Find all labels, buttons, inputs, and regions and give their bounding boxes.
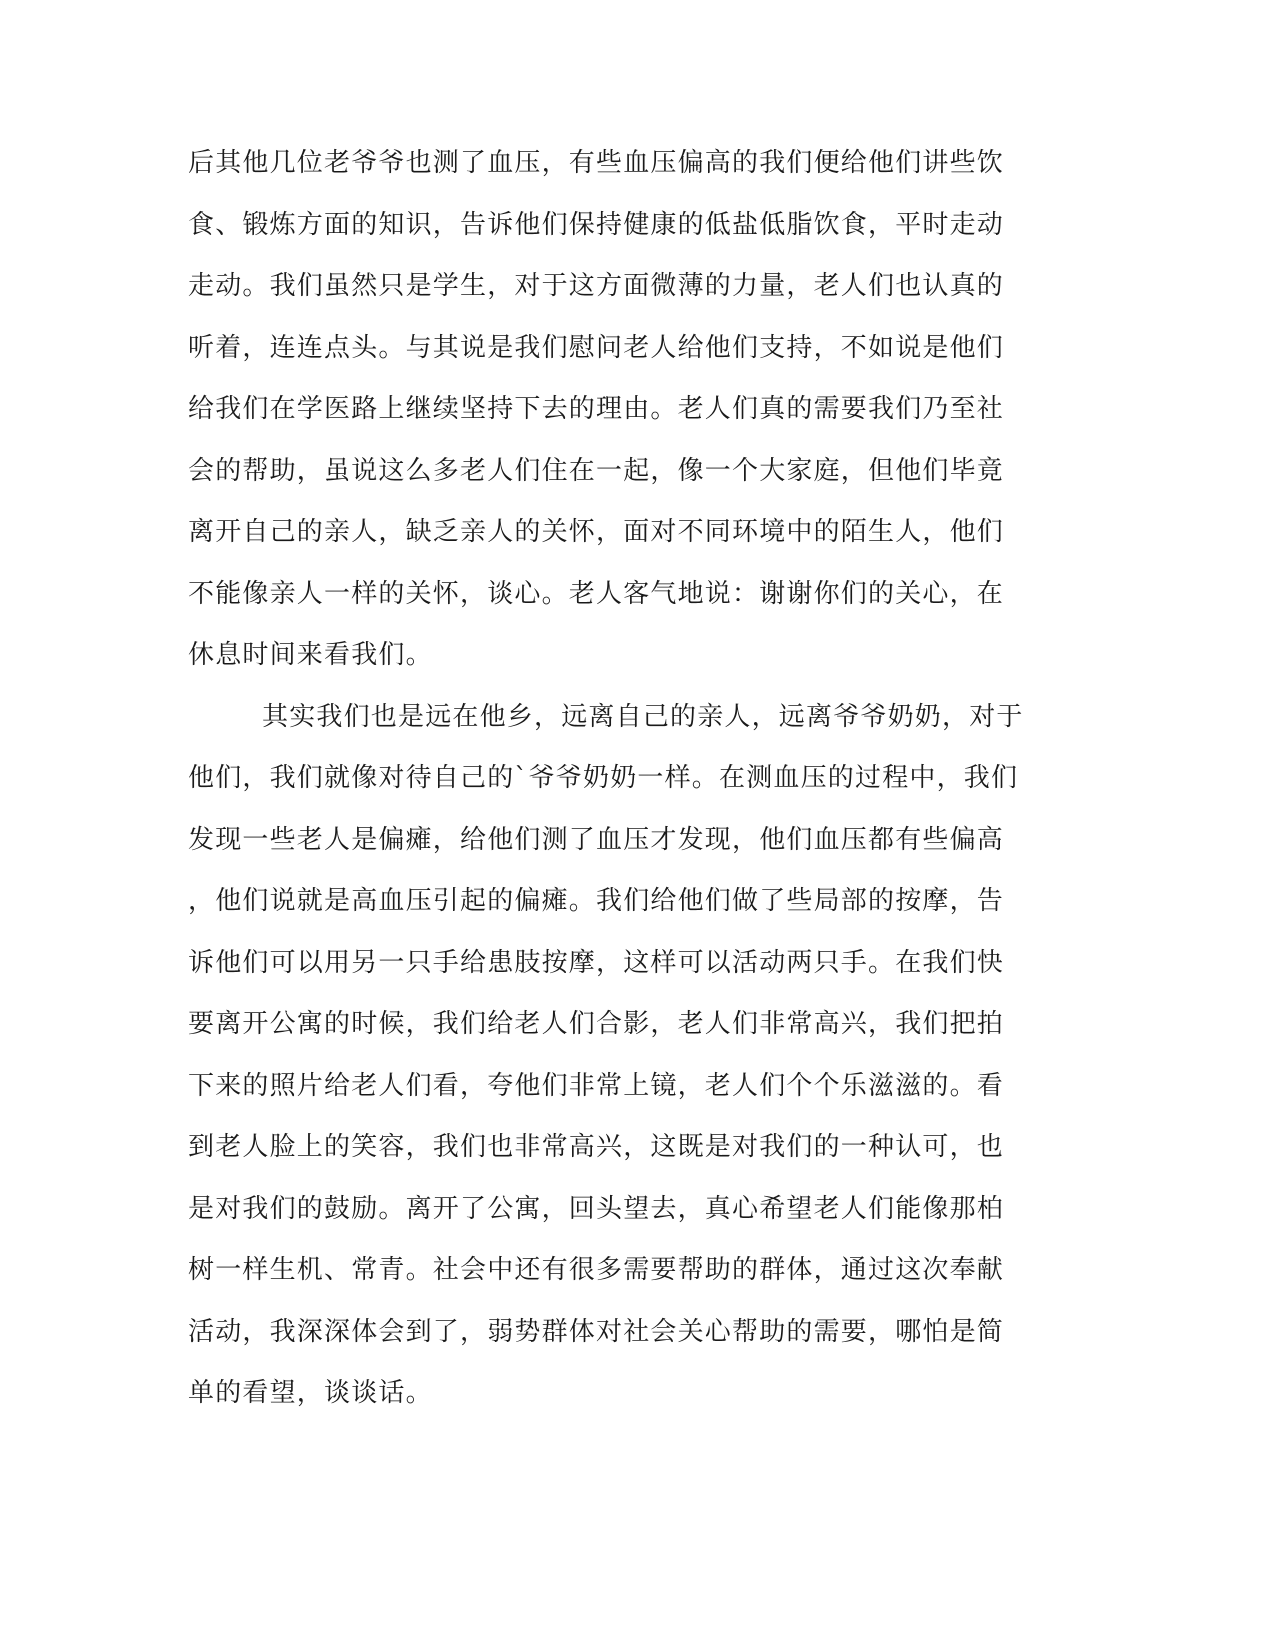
text-line: 是对我们的鼓励。离开了公寓，回头望去，真心希望老人们能像那柏 bbox=[188, 1193, 1005, 1224]
text-line: 听着，连连点头。与其说是我们慰问老人给他们支持，不如说是他们 bbox=[188, 332, 1005, 363]
text-line: 走动。我们虽然只是学生，对于这方面微薄的力量，老人们也认真的 bbox=[188, 271, 1005, 301]
text-line: 单的看望，谈谈话。 bbox=[188, 1378, 433, 1408]
text-line-indented: 其实我们也是远在他乡，远离自己的亲人，远离爷爷奶奶，对于 bbox=[262, 701, 1024, 732]
text-line: 要离开公寓的时候，我们给老人们合影，老人们非常高兴，我们把拍 bbox=[188, 1009, 1005, 1039]
text-line: 他们，我们就像对待自己的`爷爷奶奶一样。在测血压的过程中，我们 bbox=[188, 763, 1019, 793]
text-line: 下来的照片给老人们看，夸他们非常上镜，老人们个个乐滋滋的。看 bbox=[188, 1070, 1005, 1101]
text-line: 不能像亲人一样的关怀，谈心。老人客气地说：谢谢你们的关心，在 bbox=[188, 578, 1005, 609]
text-line: 食、锻炼方面的知识，告诉他们保持健康的低盐低脂饮食，平时走动 bbox=[188, 209, 1005, 240]
text-line: 诉他们可以用另一只手给患肢按摩，这样可以活动两只手。在我们快 bbox=[188, 947, 1005, 978]
text-line: 离开自己的亲人，缺乏亲人的关怀，面对不同环境中的陌生人，他们 bbox=[188, 517, 1005, 547]
text-line: 会的帮助，虽说这么多老人们住在一起，像一个大家庭，但他们毕竟 bbox=[188, 455, 1005, 486]
paragraph-1 bbox=[188, 133, 1068, 687]
text-line: 休息时间来看我们。 bbox=[188, 640, 433, 670]
text-line: 发现一些老人是偏瘫，给他们测了血压才发现，他们血压都有些偏高 bbox=[188, 824, 1005, 855]
text-line: 活动，我深深体会到了，弱势群体对社会关心帮助的需要，哪怕是简 bbox=[188, 1316, 1005, 1347]
text-line: 树一样生机、常青。社会中还有很多需要帮助的群体，通过这次奉献 bbox=[188, 1255, 1005, 1285]
text-line: 给我们在学医路上继续坚持下去的理由。老人们真的需要我们乃至社 bbox=[188, 394, 1005, 424]
text-line: 后其他几位老爷爷也测了血压，有些血压偏高的我们便给他们讲些饮 bbox=[188, 148, 1005, 178]
text-line: 到老人脸上的笑容，我们也非常高兴，这既是对我们的一种认可，也 bbox=[188, 1132, 1005, 1162]
body-text bbox=[188, 133, 1068, 1425]
text-line: ，他们说就是高血压引起的偏瘫。我们给他们做了些局部的按摩，告 bbox=[188, 886, 1005, 916]
paragraph-2 bbox=[188, 687, 1068, 1425]
